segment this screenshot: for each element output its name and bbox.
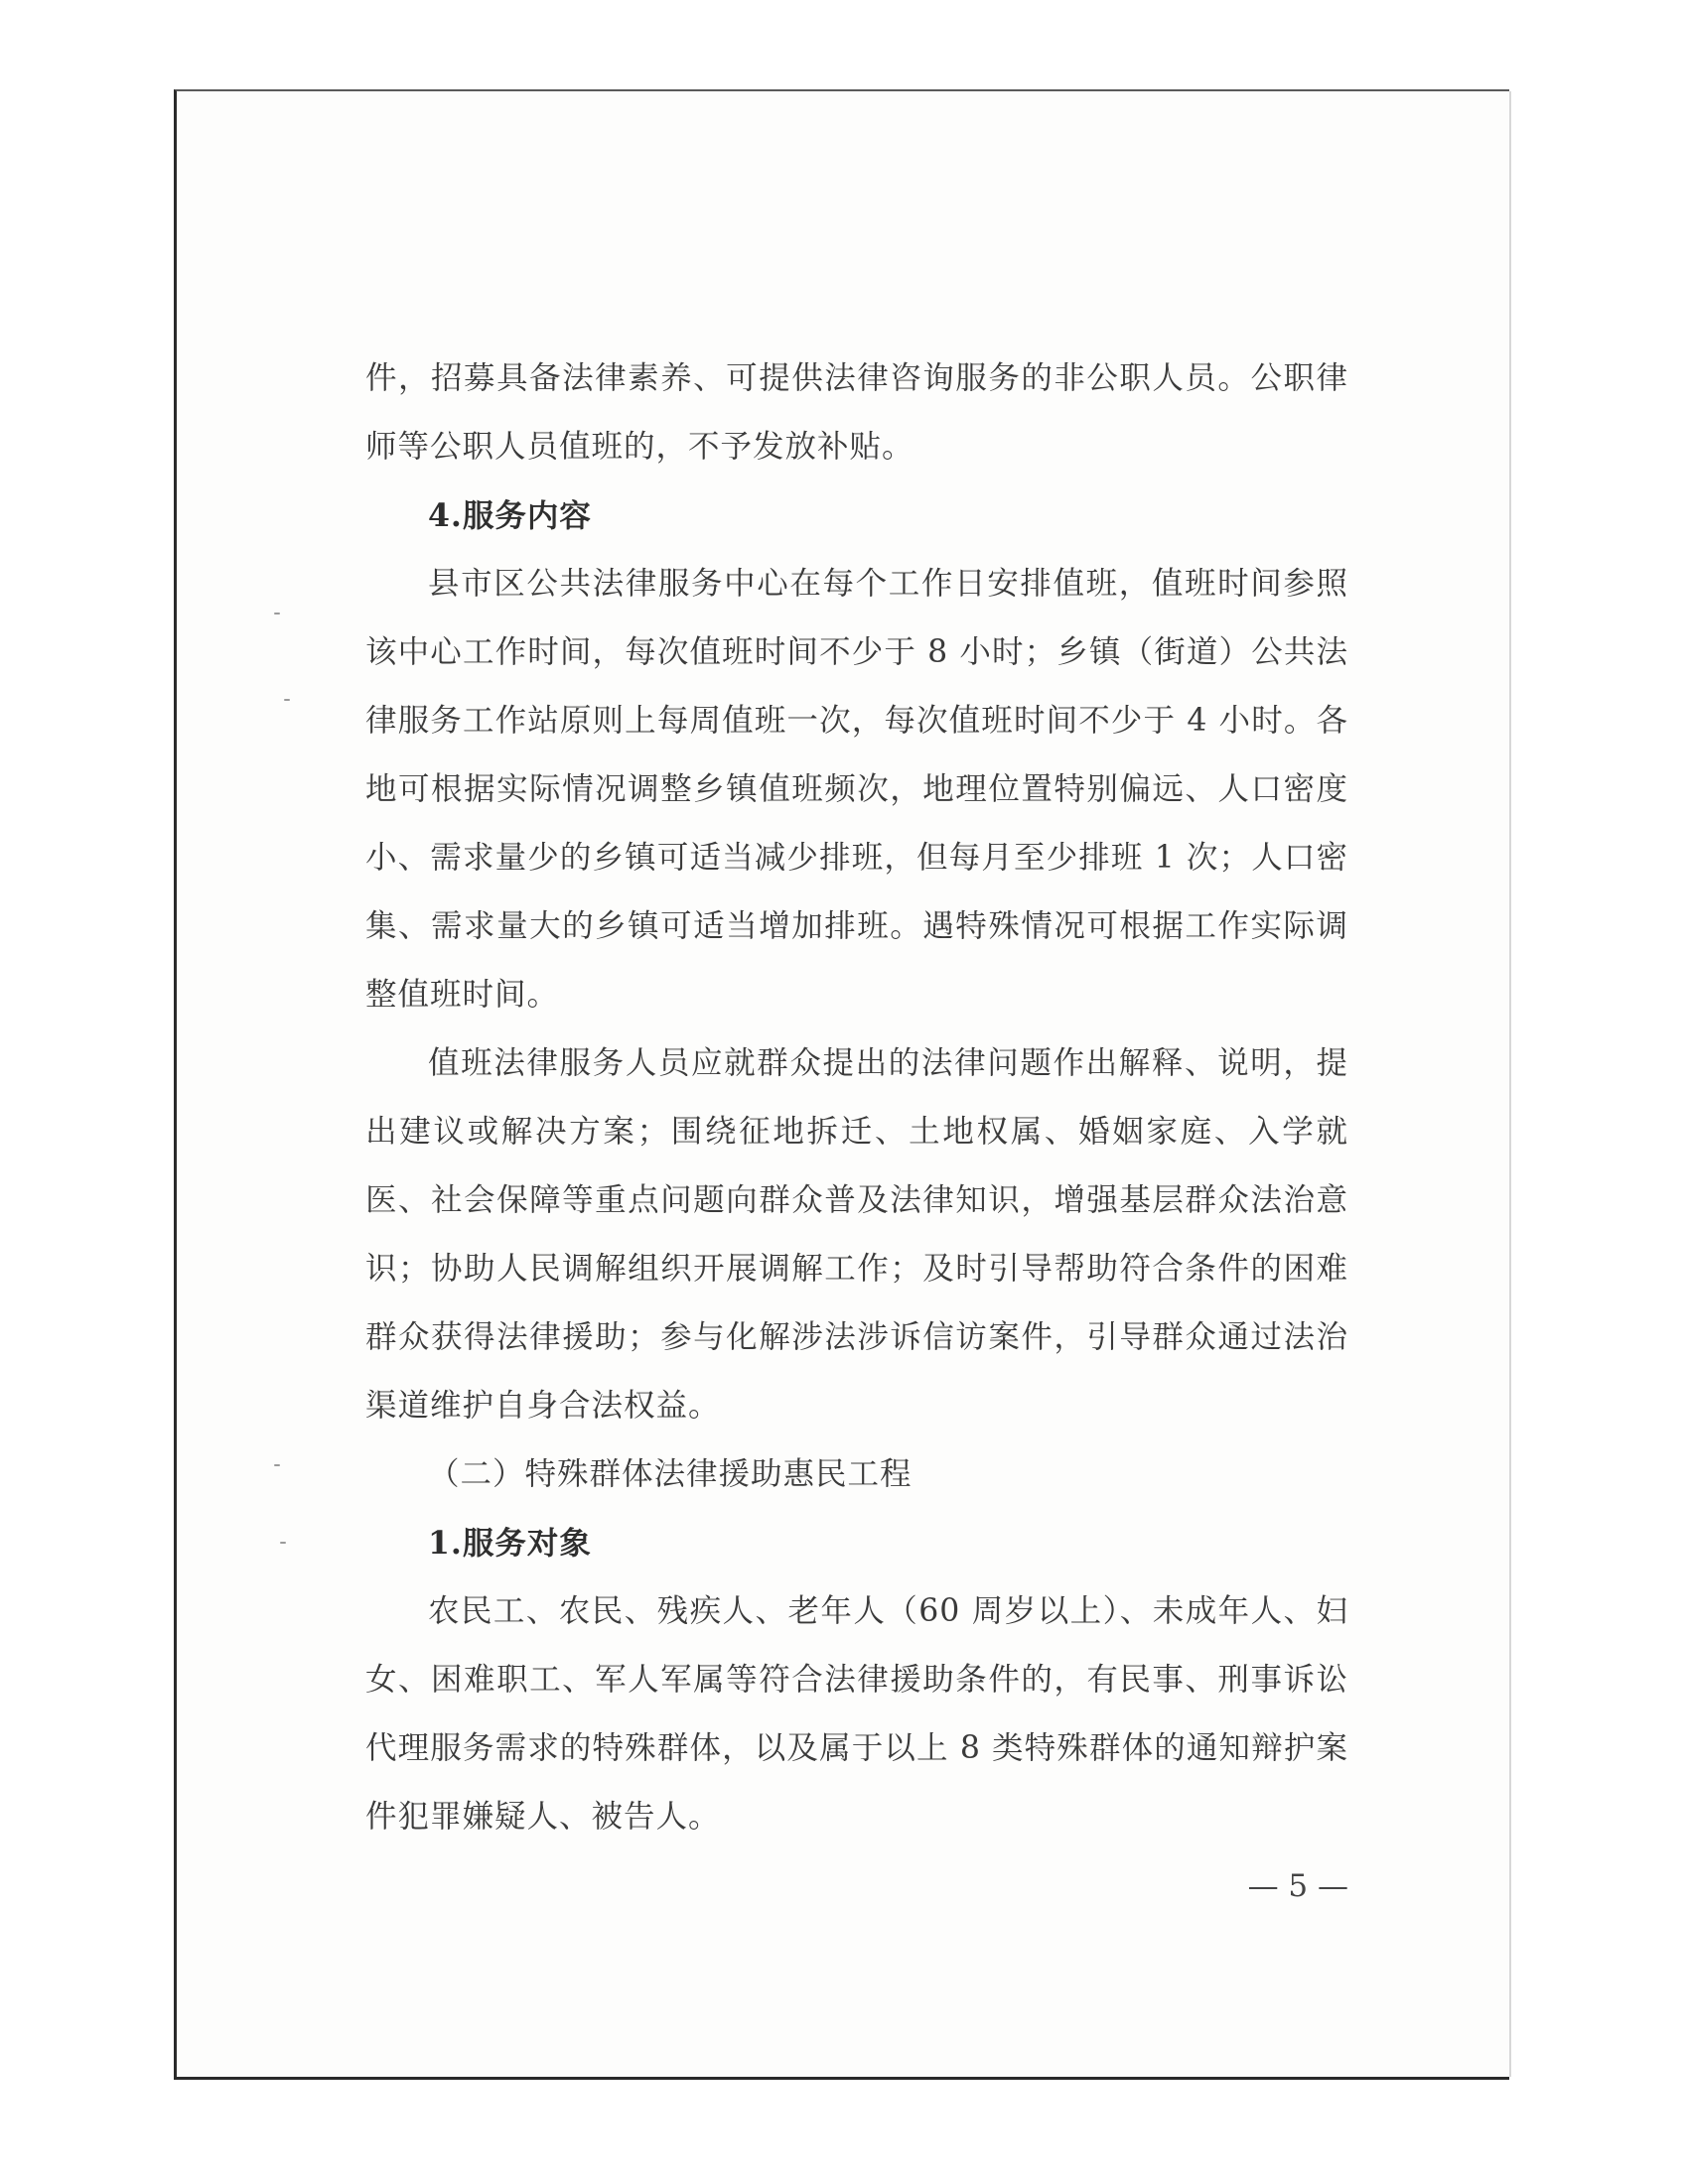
paragraph-duty-tasks: 值班法律服务人员应就群众提出的法律问题作出解释、说明，提出建议或解决方案；围绕征地拆迁、土地权属、婚姻家庭、入学就医、社会保障等重点问题向群众普及法律知识，增强基层群众法治意识；协助人民调解组织开展调解工作；及时引导帮助符合条件的困难群众获得法律援助；参与化解涉法涉诉信访案件，引导群众通过法治渠道维护自身合法权益。 <box>365 1045 1348 1424</box>
page-number: — 5 — <box>1247 1868 1348 1904</box>
section-heading-special-groups: （二）特殊群体法律援助惠民工程 <box>428 1456 913 1492</box>
page-edge-shadow <box>1509 91 1511 2077</box>
scan-speck <box>274 613 280 614</box>
heading-service-content: 4.服务内容 <box>428 497 592 534</box>
heading-service-targets: 1.服务对象 <box>428 1525 592 1562</box>
paragraph-continuation: 件，招募具备法律素养、可提供法律咨询服务的非公职人员。公职律师等公职人员值班的，不予发放补贴。 <box>365 360 1348 465</box>
paragraph-duty-schedule: 县市区公共法律服务中心在每个工作日安排值班，值班时间参照该中心工作时间，每次值班时间不少于 8 小时；乡镇（街道）公共法律服务工作站原则上每周值班一次，每次值班时间不少于 4 小时。各地可根据实际情况调整乡镇值班频次，地理位置特别偏远、人口密度小、需求量少的乡镇可适当减少排班，但每月至少排班 1 次；人口密集、需求量大的乡镇可适当增加排班。遇特殊情况可根据工作实际调整值班时间。 <box>365 566 1348 1013</box>
scanned-page <box>174 89 1509 2080</box>
scan-speck <box>280 1542 286 1544</box>
scan-speck <box>284 699 290 701</box>
body-text <box>365 344 1348 1851</box>
scan-speck <box>274 1464 280 1466</box>
paragraph-service-targets: 农民工、农民、残疾人、老年人（60 周岁以上）、未成年人、妇女、困难职工、军人军属等符合法律援助条件的，有民事、刑事诉讼代理服务需求的特殊群体，以及属于以上 8 类特殊群体的通知辩护案件犯罪嫌疑人、被告人。 <box>365 1593 1348 1835</box>
